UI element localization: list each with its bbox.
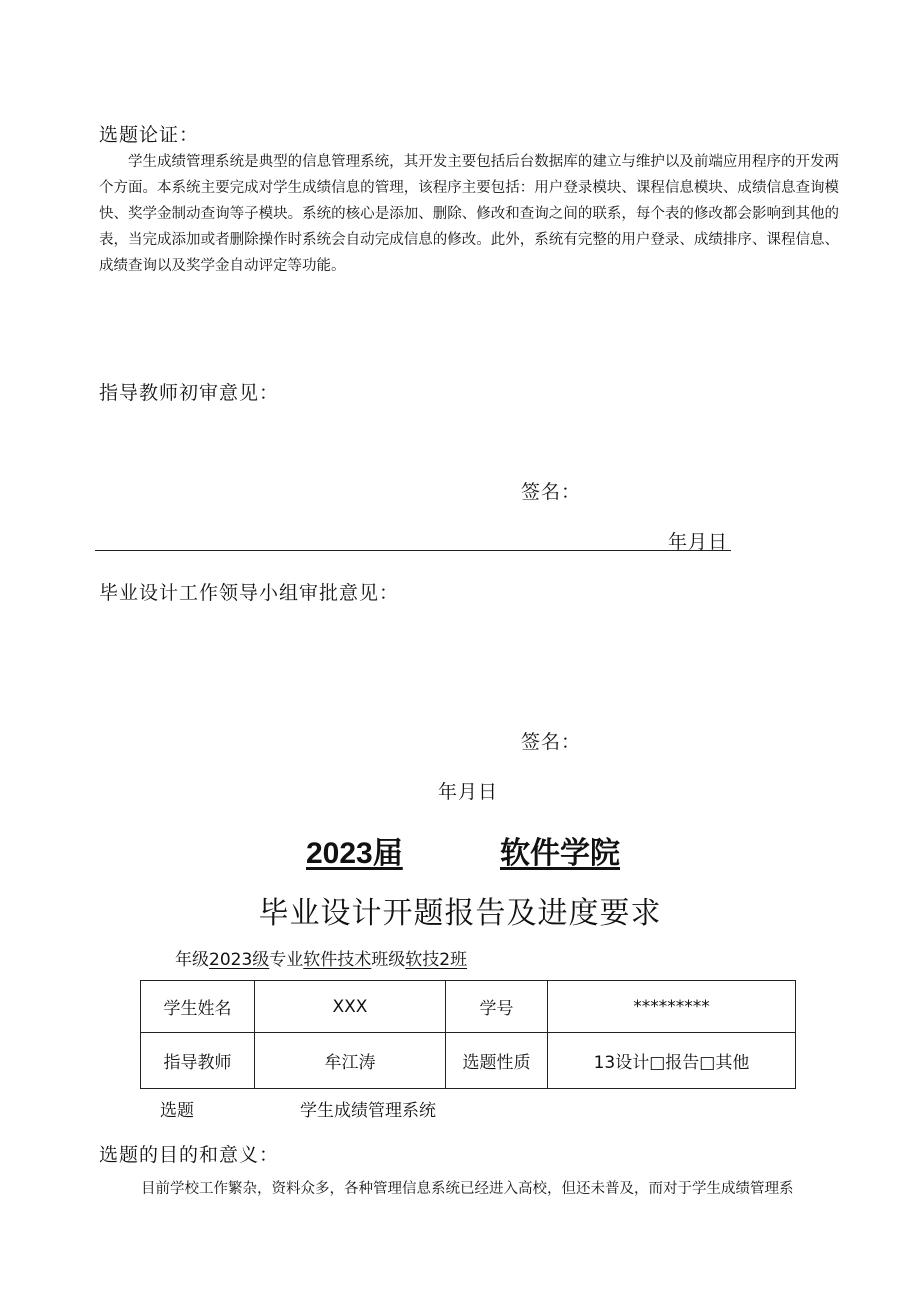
advisor-signature-label: 签名： xyxy=(521,481,582,503)
student-name-value: XXX xyxy=(255,981,446,1033)
major-value: 软件技术 xyxy=(303,950,372,970)
grade-label: 年级 xyxy=(175,950,209,970)
class-value: 软技2班 xyxy=(405,950,468,970)
major-label: 专业 xyxy=(269,950,304,970)
grade-line xyxy=(175,945,467,970)
committee-date-label: 年月日 xyxy=(438,781,499,803)
topic-label: 选题 xyxy=(160,1101,194,1121)
purpose-paragraph: 目前学校工作繁杂，资料众多，各种管理信息系统已经进入高校，但还未普及，而对于学生成绩管理系 xyxy=(141,1181,794,1197)
graduation-year: 2023届 xyxy=(306,837,403,870)
purpose-heading: 选题的目的和意义： xyxy=(99,1144,280,1166)
topic-value: 学生成绩管理系统 xyxy=(300,1101,436,1121)
table-row xyxy=(141,1033,796,1089)
report-title: 毕业设计开题报告及进度要求 xyxy=(258,896,662,931)
section-divider xyxy=(95,550,731,551)
advisor-label: 指导教师 xyxy=(141,1033,255,1089)
student-id-label: 学号 xyxy=(446,981,548,1033)
topic-type-label: 选题性质 xyxy=(446,1033,548,1089)
student-info-table xyxy=(140,980,796,1089)
class-label: 班级 xyxy=(371,950,406,970)
advisor-value: 牟江涛 xyxy=(255,1033,446,1089)
table-row xyxy=(141,981,796,1033)
committee-signature-label: 签名： xyxy=(521,731,582,753)
school-name: 软件学院 xyxy=(500,837,620,870)
grade-value: 2023级 xyxy=(209,950,270,970)
advisor-date-label: 年月日 xyxy=(668,531,729,553)
committee-opinion-heading: 毕业设计工作领导小组审批意见： xyxy=(99,582,400,604)
topic-type-value: 13设计□报告□其他 xyxy=(548,1033,796,1089)
report-header xyxy=(0,826,920,870)
student-id-value: ********* xyxy=(548,981,796,1033)
topic-argument-paragraph: 学生成绩管理系统是典型的信息管理系统，其开发主要包括后台数据库的建立与维护以及前端应用程序的开发两个方面。本系统主要完成对学生成绩信息的管理，该程序主要包括：用户登录模块、课程信息模块、成绩信息查询模快、奖学金制动查询等子模块。系统的核心是添加、删除、修改和查询之间的联系，每个表的修改都会影响到其他的表，当完成添加或者删除操作时系统会自动完成信息的修改。此外，系统有完整的用户登录、成绩排序、课程信息、成绩查询以及奖学金自动评定等功能。 xyxy=(99,154,839,274)
student-name-label: 学生姓名 xyxy=(141,981,255,1033)
topic-argument-heading: 选题论证： xyxy=(99,124,200,146)
advisor-opinion-heading: 指导教师初审意见： xyxy=(99,382,280,404)
